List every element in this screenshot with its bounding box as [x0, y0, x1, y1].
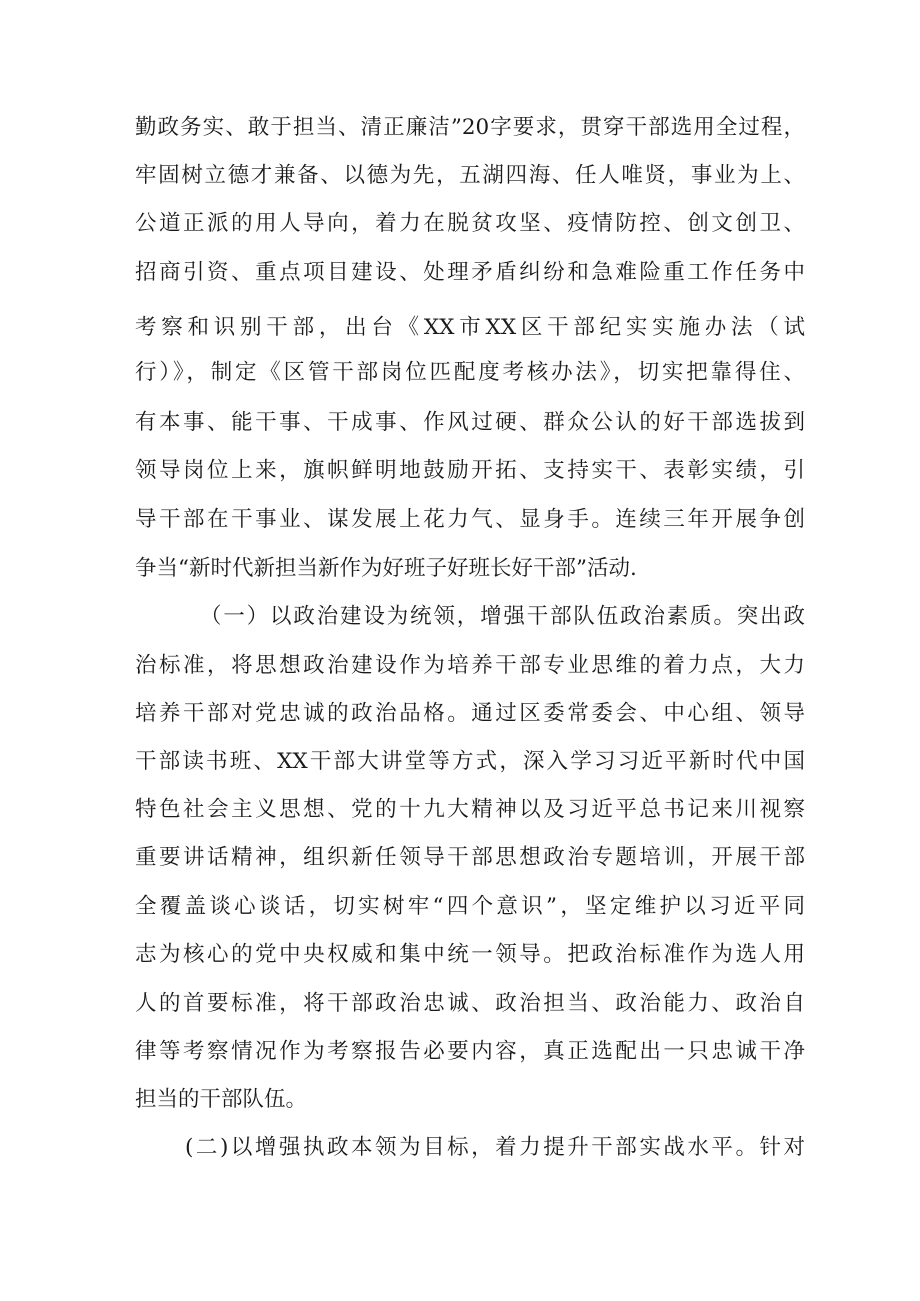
text-line: 有本事、能干事、干成事、作风过硬、群众公认的好干部选拔到	[135, 410, 805, 435]
paragraph-heading-1: （一）以政治建设为统领，增强干部队伍政治素质。突出政	[200, 604, 805, 629]
text-line: 行）》，制定《区管干部岗位匹配度考核办法》，切实把靠得住、	[135, 360, 805, 385]
text-line: 治标准，将思想政治建设作为培养干部专业思维的着力点，大力	[135, 653, 805, 678]
text-line: 全覆盖谈心谈话，切实树牢“四个意识”，坚定维护以习近平同	[135, 894, 805, 919]
text-line: 导干部在干事业、谋发展上花力气、显身手。连续三年开展争创	[135, 507, 805, 532]
text-line: 勤政务实、敢于担当、清正廉洁”20字要求，贯穿干部选用全过程，	[135, 115, 805, 140]
paragraph-heading-2: (二)以增强执政本领为目标，着力提升干部实战水平。针对	[185, 1135, 805, 1160]
text-line: 人的首要标准，将干部政治忠诚、政治担当、政治能力、政治自	[135, 991, 805, 1016]
text-line: 律等考察情况作为考察报告必要内容，真正选配出一只忠诚干净	[135, 1039, 805, 1064]
text-line: 干部读书班、XX干部大讲堂等方式，深入学习习近平新时代中国	[135, 749, 805, 774]
text-line: 招商引资、重点项目建设、处理矛盾纠纷和急难险重工作任务中	[135, 260, 805, 285]
text-line: 公道正派的用人导向，着力在脱贫攻坚、疫情防控、创文创卫、	[135, 211, 805, 236]
text-line: 领导岗位上来，旗帜鲜明地鼓励开拓、支持实干、表彰实绩，引	[135, 458, 805, 483]
text-line: 志为核心的党中央权威和集中统一领导。把政治标准作为选人用	[135, 942, 805, 967]
text-line: 争当“新时代新担当新作为好班子好班长好干部”活动.	[135, 556, 637, 581]
text-line: 重要讲话精神，组织新任领导干部思想政治专题培训，开展干部	[135, 845, 805, 870]
text-line: 培养干部对党忠诚的政治品格。通过区委常委会、中心组、领导	[135, 701, 805, 726]
text-line: 牢固树立德才兼备、以德为先，五湖四海、任人唯贤，事业为上、	[135, 163, 805, 188]
text-line: 考察和识别干部，出台《XX市XX区干部纪实实施办法（试	[135, 315, 805, 340]
text-line: 担当的干部队伍。	[135, 1087, 308, 1112]
text-line: 特色社会主义思想、党的十九大精神以及习近平总书记来川视察	[135, 797, 805, 822]
